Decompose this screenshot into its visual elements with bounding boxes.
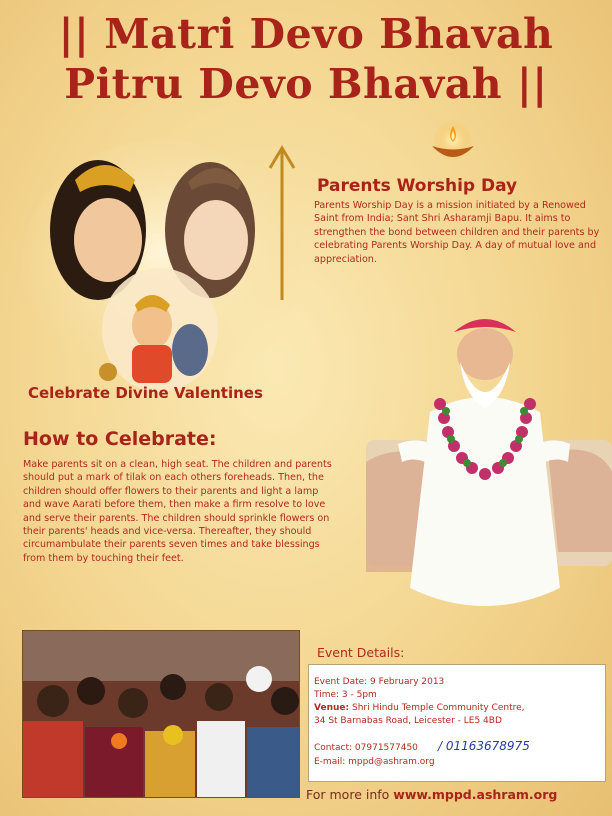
how-to-celebrate-heading: How to Celebrate:	[23, 428, 217, 450]
more-info-footer	[306, 787, 557, 802]
event-venue-line-1	[314, 703, 525, 713]
event-venue-label: Venue:	[314, 703, 350, 713]
parents-worship-day-heading: Parents Worship Day	[317, 176, 518, 196]
more-info-url: www.mppd.ashram.org	[393, 787, 558, 802]
event-email: E-mail: mppd@ashram.org	[314, 757, 435, 767]
how-to-celebrate-instructions: Make parents sit on a clean, high seat. The children and parents should put a mark of tilak on each others foreheads. Then, the children should offer flowers to their parents and light a lamp and wave Aarati before them, then make a firm resolve to love and serve their parents. The children should sprinkle flowers on their parents' heads and vice-versa. Thereafter, they should circumambulate their parents seven times and take blessings from them by touching their feet.	[23, 459, 332, 564]
event-venue-line-2: 34 St Barnabas Road, Leicester - LE5 4BD	[314, 716, 502, 726]
header-title-line-2: Pitru Devo Bhavah ||	[64, 60, 548, 108]
handwritten-phone-number: / 01163678975	[438, 739, 530, 753]
saint-portrait	[358, 312, 612, 624]
celebration-photo	[22, 630, 300, 798]
parents-worship-day-description: Parents Worship Day is a mission initiated by a Renowed Saint from India; Sant Shri Asharamji Bapu. It aims to strengthen the bond between children and their parents by celebrating Parents Worship Day. A day of mutual love and appreciation.	[314, 200, 600, 265]
event-date: Event Date: 9 February 2013	[314, 677, 445, 687]
event-contact: Contact: 07971577450	[314, 743, 418, 753]
more-info-prefix: For more info	[306, 787, 390, 802]
event-venue-name: Shri Hindu Temple Community Centre,	[351, 703, 525, 713]
header-title-line-1: || Matri Devo Bhavah	[58, 10, 554, 58]
event-time: Time: 3 - 5pm	[314, 690, 377, 700]
diya-lamp-icon	[424, 120, 482, 168]
deities-illustration	[20, 140, 305, 395]
celebrate-divine-valentines-tagline: Celebrate Divine Valentines	[28, 384, 263, 402]
event-details-heading: Event Details:	[317, 645, 405, 660]
